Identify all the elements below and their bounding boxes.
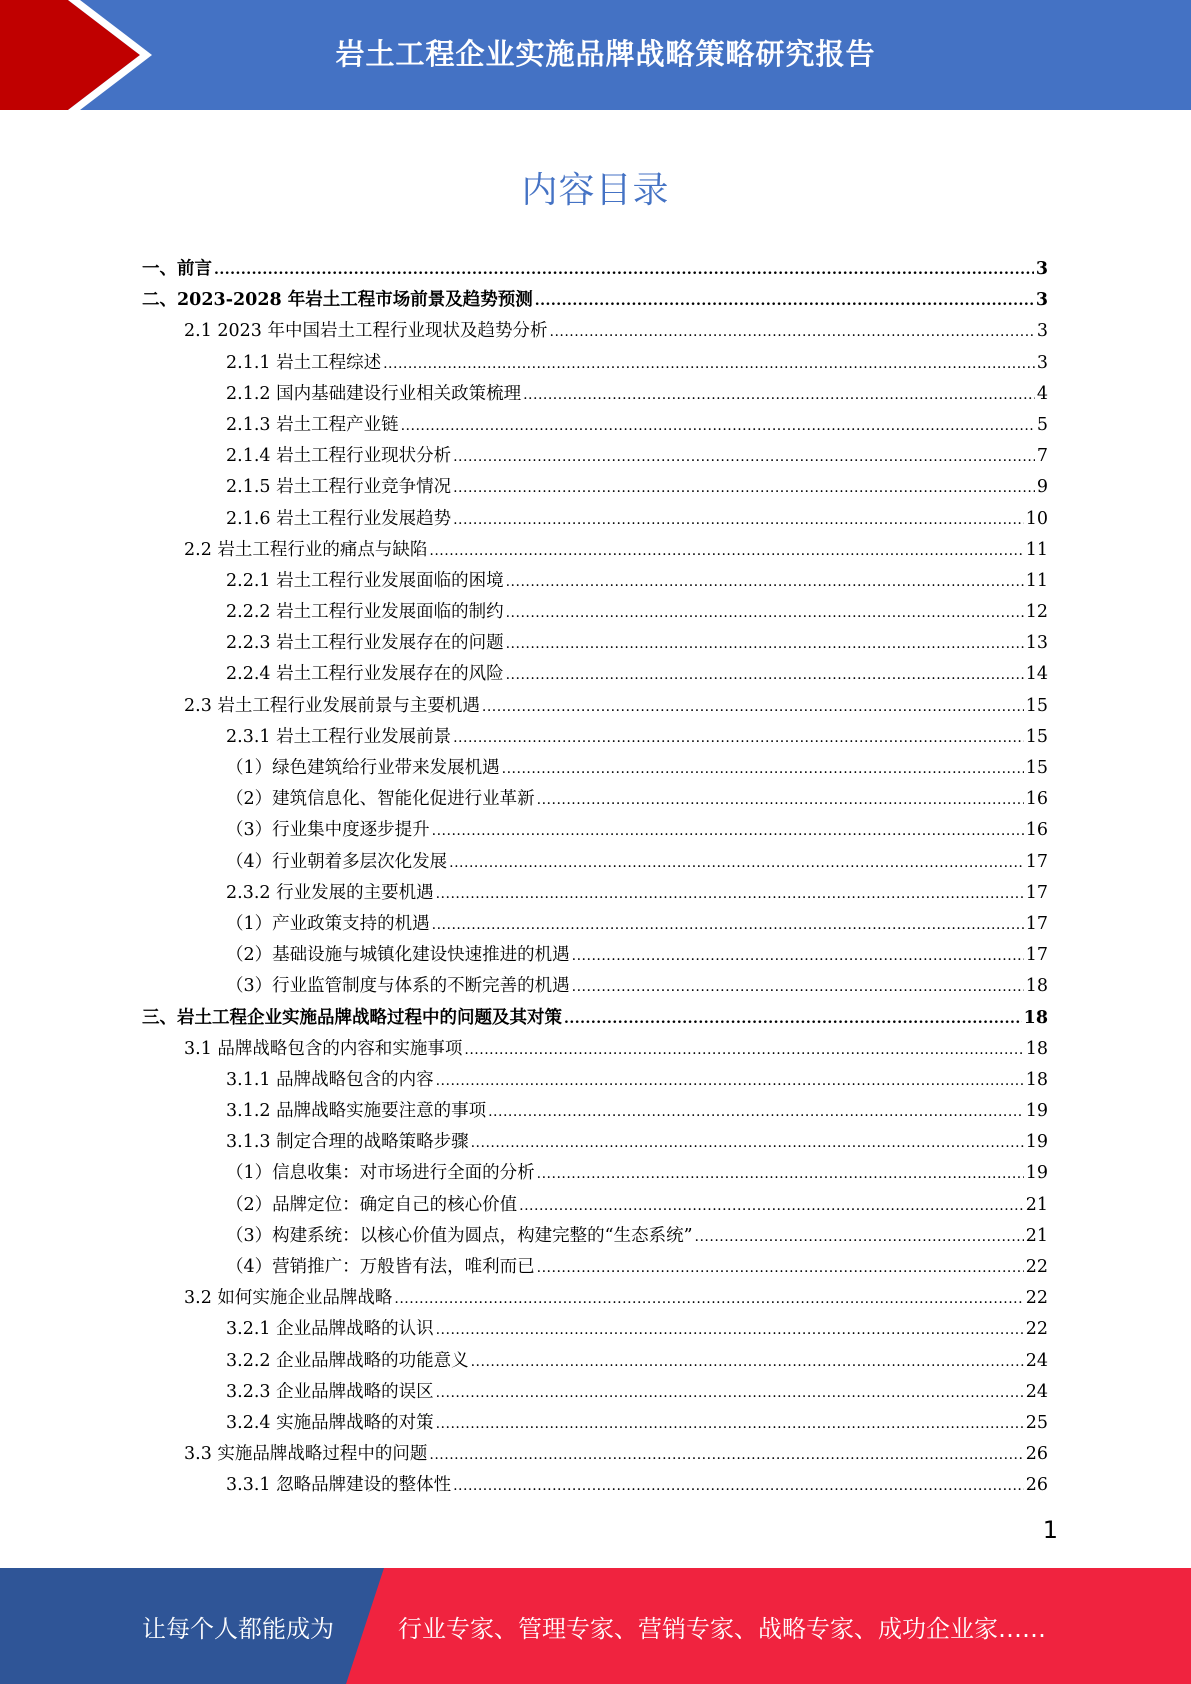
toc-entry-page: 3 — [1036, 352, 1048, 373]
toc-entry[interactable] — [142, 628, 1048, 659]
toc-entry[interactable] — [142, 1003, 1048, 1034]
toc-leader-dots — [453, 723, 1024, 754]
toc-entry[interactable] — [142, 659, 1048, 690]
toc-entry-page: 9 — [1036, 477, 1048, 498]
toc-entry-page: 25 — [1025, 1412, 1048, 1433]
toc-entry-page: 14 — [1025, 664, 1048, 685]
toc-entry-page: 18 — [1025, 976, 1048, 997]
toc-entry[interactable] — [142, 1252, 1048, 1283]
toc-entry-label: 2.1.4 岩土工程行业现状分析 — [226, 446, 452, 467]
toc-entry[interactable] — [142, 254, 1048, 285]
toc-entry[interactable] — [142, 1158, 1048, 1189]
toc-entry[interactable] — [142, 753, 1048, 784]
toc-entry-label: 3.1.2 品牌战略实施要注意的事项 — [226, 1101, 487, 1122]
toc-entry-page: 19 — [1025, 1101, 1048, 1122]
toc-leader-dots — [436, 1378, 1024, 1409]
toc-entry-page: 13 — [1025, 633, 1048, 654]
toc-entry[interactable] — [142, 441, 1048, 472]
toc-entry-page: 10 — [1025, 508, 1048, 529]
toc-leader-dots — [564, 1004, 1022, 1035]
toc-entry[interactable] — [142, 815, 1048, 846]
toc-entry[interactable] — [142, 909, 1048, 940]
toc-entry-page: 11 — [1025, 539, 1048, 560]
toc-leader-dots — [537, 1159, 1024, 1190]
toc-entry-page: 26 — [1025, 1444, 1048, 1465]
table-of-contents — [142, 254, 1048, 1502]
toc-entry[interactable] — [142, 1283, 1048, 1314]
toc-leader-dots — [506, 567, 1024, 598]
toc-entry[interactable] — [142, 348, 1048, 379]
toc-entry-label: （3）行业监管制度与体系的不断完善的机遇 — [226, 976, 570, 997]
toc-leader-dots — [537, 1253, 1024, 1284]
toc-leader-dots — [572, 941, 1024, 972]
toc-leader-dots — [506, 660, 1024, 691]
slogan-footer-band — [0, 1568, 1191, 1684]
toc-entry-label: 2.2.2 岩土工程行业发展面临的制约 — [226, 602, 504, 623]
toc-entry-label: 2.1.2 国内基础建设行业相关政策梳理 — [226, 383, 522, 404]
toc-entry-label: 3.2.4 实施品牌战略的对策 — [226, 1412, 434, 1433]
toc-leader-dots — [453, 1471, 1024, 1502]
toc-leader-dots — [695, 1222, 1024, 1253]
footer-slogan-left: 让每个人都能成为 — [142, 1614, 334, 1643]
toc-leader-dots — [502, 754, 1024, 785]
toc-entry[interactable] — [142, 1314, 1048, 1345]
toc-entry-page: 17 — [1025, 882, 1048, 903]
toc-entry-label: 3.1.3 制定合理的战略策略步骤 — [226, 1132, 469, 1153]
toc-leader-dots — [535, 286, 1034, 317]
toc-leader-dots — [214, 255, 1034, 286]
toc-entry[interactable] — [142, 1190, 1048, 1221]
toc-entry-page: 18 — [1025, 1038, 1048, 1059]
toc-entry-label: 2.1.1 岩土工程综述 — [226, 352, 382, 373]
toc-leader-dots — [453, 505, 1024, 536]
toc-entry-label: （1）产业政策支持的机遇 — [226, 913, 430, 934]
toc-leader-dots — [429, 1440, 1023, 1471]
toc-entry-label: 2.2 岩土工程行业的痛点与缺陷 — [184, 539, 428, 560]
toc-entry[interactable] — [142, 691, 1048, 722]
toc-entry-page: 22 — [1025, 1257, 1048, 1277]
toc-entry-label: （2）品牌定位：确定自己的核心价值 — [226, 1194, 518, 1215]
toc-entry-page: 7 — [1036, 446, 1048, 467]
toc-leader-dots — [550, 317, 1035, 348]
toc-entry-page: 15 — [1025, 758, 1048, 778]
report-title: 岩土工程企业实施品牌战略策略研究报告 — [335, 36, 876, 71]
toc-entry[interactable] — [142, 285, 1048, 316]
toc-entry[interactable] — [142, 1470, 1048, 1501]
toc-entry-page: 24 — [1025, 1350, 1048, 1371]
toc-entry-page: 21 — [1025, 1225, 1048, 1246]
toc-entry-page: 11 — [1025, 570, 1048, 591]
toc-entry-page: 3 — [1035, 259, 1048, 279]
toc-entry-label: 2.2.1 岩土工程行业发展面临的困境 — [226, 570, 504, 591]
toc-leader-dots — [429, 536, 1023, 567]
toc-entry-label: 3.1 品牌战略包含的内容和实施事项 — [184, 1038, 463, 1059]
toc-entry[interactable] — [142, 847, 1048, 878]
toc-entry[interactable] — [142, 410, 1048, 441]
toc-leader-dots — [523, 380, 1035, 411]
toc-entry[interactable] — [142, 971, 1048, 1002]
toc-entry-label: 3.2.1 企业品牌战略的认识 — [226, 1319, 434, 1340]
toc-entry-page: 19 — [1025, 1132, 1048, 1153]
toc-entry-page: 21 — [1025, 1194, 1048, 1215]
toc-leader-dots — [436, 1315, 1024, 1346]
toc-leader-dots — [537, 785, 1024, 816]
toc-entry-label: 三、岩土工程企业实施品牌战略过程中的问题及其对策 — [142, 1007, 562, 1028]
toc-entry-label: （2）建筑信息化、智能化促进行业革新 — [226, 789, 535, 810]
report-header-band — [0, 0, 1191, 110]
toc-entry-label: 3.2.3 企业品牌战略的误区 — [226, 1381, 434, 1402]
toc-leader-dots — [436, 1409, 1024, 1440]
toc-entry-label: 3.3 实施品牌战略过程中的问题 — [184, 1444, 428, 1465]
toc-entry-page: 22 — [1025, 1288, 1048, 1309]
toc-leader-dots — [436, 879, 1024, 910]
toc-entry-label: 2.2.4 岩土工程行业发展存在的风险 — [226, 664, 504, 685]
toc-entry-page: 16 — [1025, 820, 1048, 841]
toc-entry-page: 17 — [1025, 851, 1048, 872]
toc-leader-dots — [436, 1066, 1024, 1097]
toc-leader-dots — [471, 1347, 1024, 1378]
toc-entry-label: 2.3.1 岩土工程行业发展前景 — [226, 726, 452, 747]
toc-leader-dots — [519, 1191, 1024, 1222]
toc-entry-page: 15 — [1025, 695, 1048, 716]
toc-entry-label: （4）营销推广：万般皆有法，唯利而已 — [226, 1257, 535, 1277]
toc-entry[interactable] — [142, 597, 1048, 628]
toc-entry[interactable] — [142, 1377, 1048, 1408]
toc-leader-dots — [464, 1035, 1023, 1066]
toc-entry-page: 26 — [1025, 1475, 1048, 1496]
toc-entry[interactable] — [142, 472, 1048, 503]
toc-entry-page: 19 — [1025, 1163, 1048, 1184]
toc-entry[interactable] — [142, 1096, 1048, 1127]
toc-leader-dots — [453, 473, 1035, 504]
toc-entry[interactable] — [142, 784, 1048, 815]
toc-leader-dots — [449, 848, 1024, 879]
page-number: 1 — [1042, 1516, 1058, 1544]
toc-leader-dots — [432, 910, 1024, 941]
toc-entry-label: （2）基础设施与城镇化建设快速推进的机遇 — [226, 945, 570, 966]
toc-entry-label: 3.2 如何实施企业品牌战略 — [184, 1288, 393, 1309]
toc-entry-label: 3.3.1 忽略品牌建设的整体性 — [226, 1475, 452, 1496]
toc-entry[interactable] — [142, 878, 1048, 909]
toc-leader-dots — [471, 1128, 1024, 1159]
toc-leader-dots — [482, 692, 1024, 723]
toc-entry[interactable] — [142, 940, 1048, 971]
toc-entry[interactable] — [142, 1127, 1048, 1158]
toc-entry-page: 5 — [1036, 414, 1048, 435]
toc-entry-label: 2.3.2 行业发展的主要机遇 — [226, 882, 434, 903]
toc-entry[interactable] — [142, 316, 1048, 347]
toc-leader-dots — [383, 349, 1035, 380]
toc-entry-label: （3）构建系统：以核心价值为圆点，构建完整的“生态系统” — [226, 1225, 693, 1246]
toc-entry[interactable] — [142, 1065, 1048, 1096]
toc-entry[interactable] — [142, 1439, 1048, 1470]
toc-entry-label: 3.2.2 企业品牌战略的功能意义 — [226, 1350, 469, 1371]
toc-leader-dots — [394, 1284, 1023, 1315]
toc-leader-dots — [401, 411, 1035, 442]
toc-leader-dots — [572, 972, 1024, 1003]
toc-leader-dots — [453, 442, 1035, 473]
toc-entry-page: 16 — [1025, 789, 1048, 810]
toc-leader-dots — [506, 598, 1024, 629]
toc-entry-label: （1）信息收集：对市场进行全面的分析 — [226, 1163, 535, 1184]
footer-slogan-right: 行业专家、管理专家、营销专家、战略专家、成功企业家…… — [398, 1614, 1046, 1643]
toc-entry-label: 二、2023-2028 年岩土工程市场前景及趋势预测 — [142, 290, 533, 311]
toc-entry-page: 22 — [1025, 1319, 1048, 1340]
toc-entry[interactable] — [142, 722, 1048, 753]
toc-entry-page: 4 — [1036, 383, 1048, 404]
toc-entry-label: 2.1.6 岩土工程行业发展趋势 — [226, 508, 452, 529]
toc-entry[interactable] — [142, 379, 1048, 410]
toc-entry-label: 3.1.1 品牌战略包含的内容 — [226, 1069, 434, 1090]
toc-entry-page: 18 — [1025, 1069, 1048, 1090]
toc-entry-label: 2.1 2023 年中国岩土工程行业现状及趋势分析 — [184, 321, 548, 342]
toc-entry-label: （4）行业朝着多层次化发展 — [226, 851, 448, 872]
toc-entry[interactable] — [142, 535, 1048, 566]
toc-entry-page: 3 — [1035, 290, 1048, 311]
toc-entry-page: 17 — [1025, 945, 1048, 966]
toc-entry-page: 12 — [1025, 602, 1048, 623]
toc-entry-label: 2.2.3 岩土工程行业发展存在的问题 — [226, 633, 504, 654]
toc-leader-dots — [432, 816, 1024, 847]
toc-entry-label: 2.1.3 岩土工程产业链 — [226, 414, 399, 435]
toc-entry-label: 2.3 岩土工程行业发展前景与主要机遇 — [184, 695, 480, 716]
toc-heading: 内容目录 — [521, 170, 670, 211]
toc-entry[interactable] — [142, 1221, 1048, 1252]
toc-entry[interactable] — [142, 1408, 1048, 1439]
toc-entry[interactable] — [142, 504, 1048, 535]
toc-entry-page: 24 — [1025, 1381, 1048, 1402]
toc-entry-label: 2.1.5 岩土工程行业竞争情况 — [226, 477, 452, 498]
toc-entry-label: （1）绿色建筑给行业带来发展机遇 — [226, 758, 500, 778]
toc-entry-page: 15 — [1025, 726, 1048, 747]
toc-leader-dots — [506, 629, 1024, 660]
toc-entry-page: 3 — [1036, 321, 1048, 342]
toc-entry-label: 一、前言 — [142, 259, 212, 279]
toc-entry-page: 17 — [1025, 913, 1048, 934]
toc-entry[interactable] — [142, 566, 1048, 597]
toc-entry[interactable] — [142, 1346, 1048, 1377]
toc-entry[interactable] — [142, 1034, 1048, 1065]
toc-entry-label: （3）行业集中度逐步提升 — [226, 820, 430, 841]
toc-entry-page: 18 — [1023, 1007, 1048, 1028]
toc-leader-dots — [488, 1097, 1024, 1128]
